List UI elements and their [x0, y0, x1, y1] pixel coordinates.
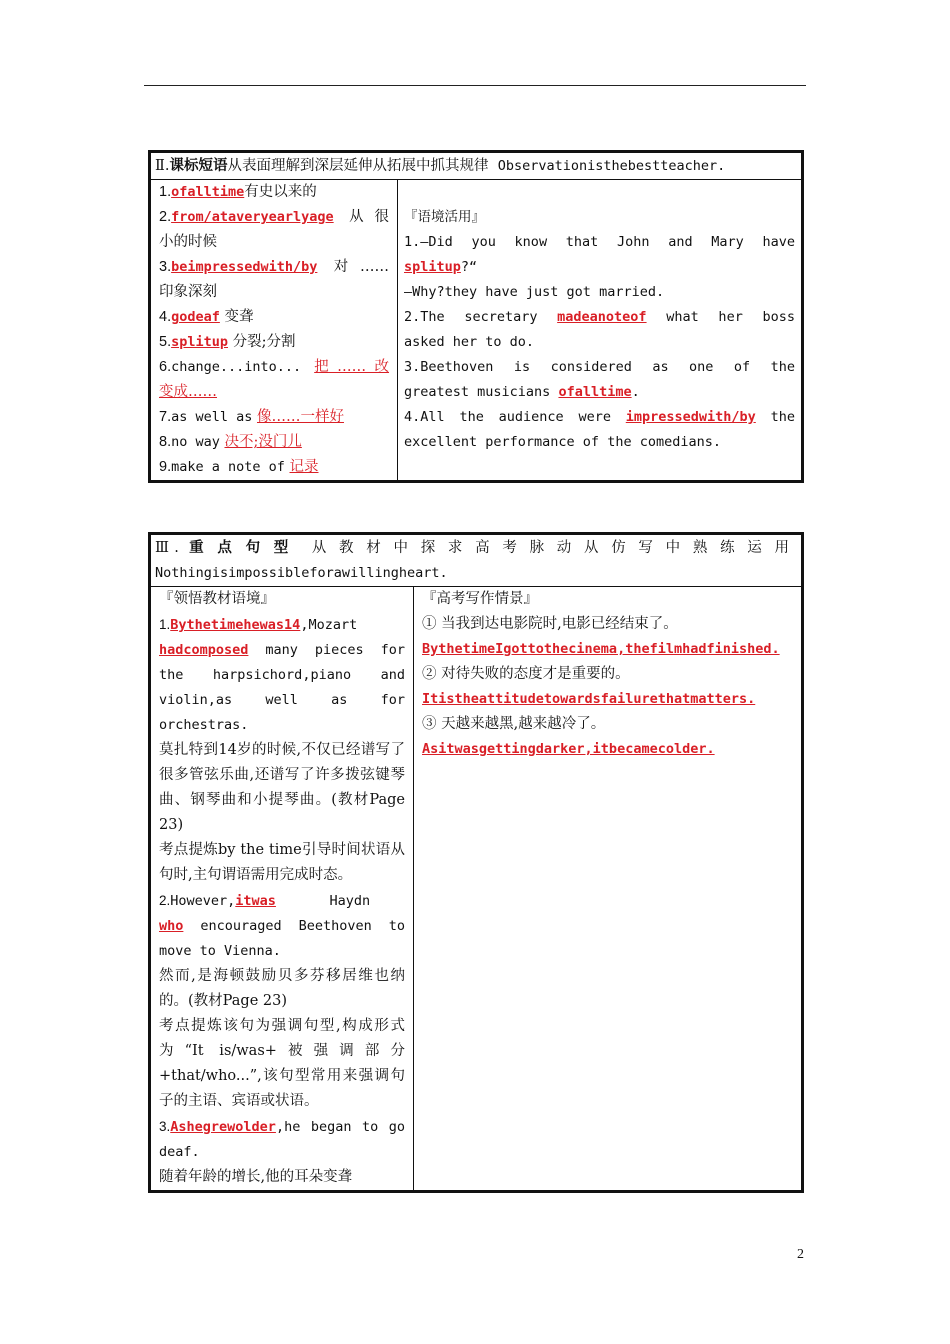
- context-heading: 『领悟教材语境』: [159, 591, 275, 607]
- example-item-3: 3.Ashegrewolder,he began to go deaf.: [159, 1119, 405, 1160]
- exercise-item: 1.—Did you know that John and Mary have: [404, 234, 796, 250]
- phrases-table-header: [150, 152, 803, 180]
- exercise-item-cont: asked her to do.: [404, 334, 535, 350]
- list-item: 2.from/ataveryearlyage 从很: [159, 209, 390, 225]
- section-title: 课标短语: [169, 157, 228, 174]
- list-item: 5.splitup 分裂;分割: [159, 334, 296, 350]
- exam-writing-context: [414, 587, 803, 1192]
- example-translation-3: 随着年龄的增长,他的耳朵变聋: [159, 1169, 353, 1185]
- writing-answer-1: BythetimeIgottothecinema,thefilmhadfinished.: [422, 641, 780, 657]
- section-roman: Ⅱ.: [155, 158, 170, 174]
- exercise-heading: 『语境活用』: [404, 209, 485, 225]
- example-translation-2: 然而,是海顿鼓励贝多芬移居维也纳的。(教材Page 23): [159, 968, 405, 1009]
- list-item-cont: 变成……: [159, 384, 217, 400]
- writing-prompt-2: ② 对待失败的态度才是重要的。: [422, 666, 630, 682]
- sentence-patterns-table: [148, 532, 804, 1193]
- list-item: 9.make a note of 记录: [159, 459, 319, 475]
- list-item: 1.ofalltime有史以来的: [159, 184, 317, 200]
- example-item-1: 1.Bythetimehewas14,Mozart hadcomposed many pieces for the harpsichord,piano and violin,as well as for orchestras.: [159, 617, 405, 733]
- writing-answer-3: Asitwasgettingdarker,itbecamecolder.: [422, 741, 715, 757]
- writing-heading: 『高考写作情景』: [422, 591, 538, 607]
- section-title: 重点句型: [189, 539, 303, 556]
- exercise-item-cont: —Why?they have just got married.: [404, 284, 665, 300]
- list-item: 7.as well as 像……一样好: [159, 409, 344, 425]
- page-number: 2: [797, 1247, 804, 1262]
- phrases-table: [148, 150, 804, 483]
- example-note-2: 考点提炼该句为强调句型,构成形式为“It is/was+被强调部分+that/who...”,该句型常用来强调句子的主语、宾语或状语。: [159, 1018, 405, 1109]
- sentence-patterns-header: [150, 534, 803, 587]
- list-item: 4.godeaf 变聋: [159, 309, 254, 325]
- section-subtitle: 从表面理解到深层延伸从拓展中抓其规律: [227, 158, 489, 174]
- section-roman: Ⅲ.: [155, 540, 180, 556]
- exercise-item-cont: splitup?“: [404, 259, 478, 275]
- textbook-context: [150, 587, 414, 1192]
- example-translation-1: 莫扎特到14岁的时候,不仅已经谱写了很多管弦乐曲,还谱写了许多拨弦键琴曲、钢琴曲和小提琴曲。(教材Page 23): [159, 742, 405, 833]
- list-item-cont: 小的时候: [159, 234, 217, 250]
- example-note-1: 考点提炼by the time引导时间状语从句时,主句谓语需用完成时态。: [159, 842, 405, 883]
- example-item-2: 2.However,itwas Haydn who encouraged Beethoven to move to Vienna.: [159, 893, 405, 959]
- list-item: 6.change...into... 把……改: [159, 359, 390, 375]
- context-exercises: [398, 180, 803, 482]
- section-subtitle: 从教材中探求高考脉动从仿写中熟练运用: [311, 540, 798, 556]
- phrases-list: [150, 180, 398, 482]
- section-motto: Nothingisimpossibleforawillingheart.: [155, 565, 448, 581]
- writing-prompt-3: ③ 天越来越黑,越来越冷了。: [422, 716, 606, 732]
- exercise-item-cont: excellent performance of the comedians.: [404, 434, 721, 450]
- list-item-cont: 印象深刻: [159, 284, 217, 300]
- header-rule: [144, 85, 806, 86]
- list-item: 8.no way 决不;没门儿: [159, 434, 302, 450]
- list-item: 3.beimpressedwith/by 对……: [159, 259, 390, 275]
- writing-answer-2: Itistheattitudetowardsfailurethatmatters.: [422, 691, 756, 707]
- exercise-item: 4.All the audience were impressedwith/by the: [404, 409, 796, 425]
- exercise-item-cont: greatest musicians ofalltime.: [404, 384, 640, 400]
- writing-prompt-1: ① 当我到达电影院时,电影已经结束了。: [422, 616, 678, 632]
- exercise-item: 2.The secretary madeanoteof what her boss: [404, 309, 796, 325]
- section-motto: Observationisthebestteacher.: [497, 158, 726, 174]
- exercise-item: 3.Beethoven is considered as one of the: [404, 359, 796, 375]
